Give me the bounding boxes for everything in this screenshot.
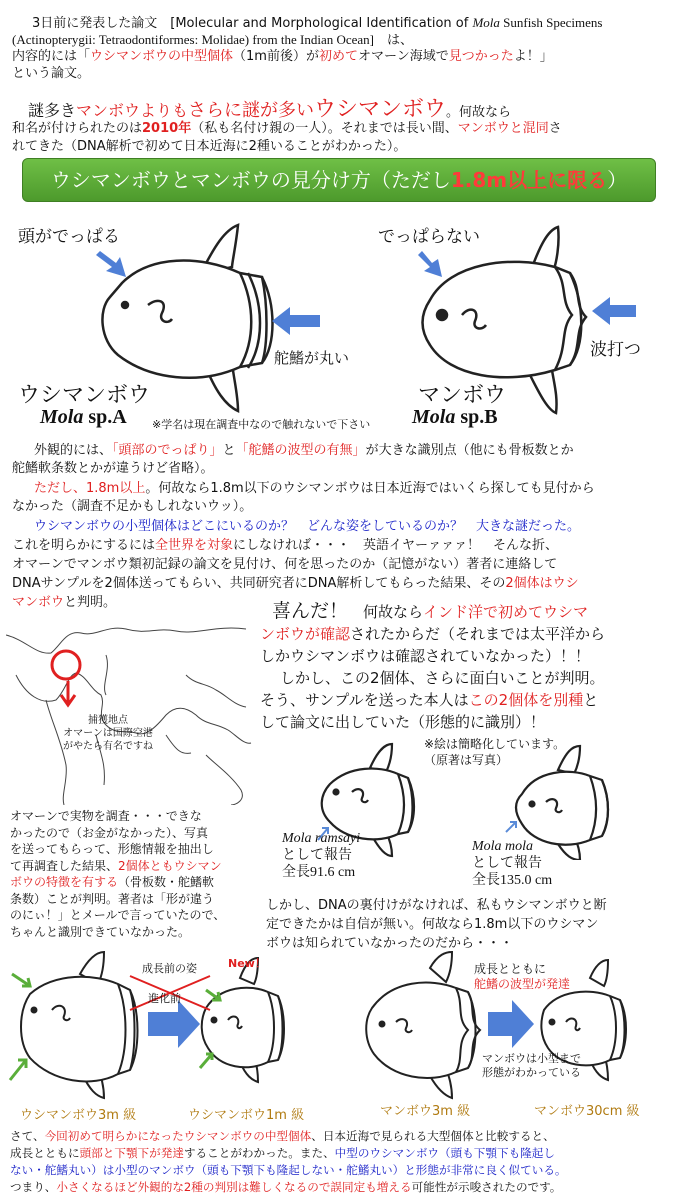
joy-line-6: して論文に出していた（形態的に識別）！ — [260, 713, 546, 731]
dna-line: 定できたかは自信が無い。何故なら1.8m以下のウシマン — [266, 917, 599, 932]
ushimanbo-scientific-name — [40, 406, 127, 429]
caption-manbo-3m: マンボウ3m 級 — [380, 1104, 471, 1119]
world-map — [6, 615, 256, 805]
known-note-line: マンボウは小型まで — [482, 1052, 581, 1065]
manbo-3m-fish — [366, 952, 480, 1098]
before-growth-label: 成長前の姿 — [142, 962, 197, 975]
survey-line: を送ってもらって、形態情報を抽出し — [10, 842, 214, 856]
joy-highlight: この2個体を別種 — [468, 691, 584, 709]
joy-text: そう、サンプルを送った本人は — [260, 691, 469, 709]
intro-line-3 — [12, 48, 553, 65]
conclusion-text: 、日本近海で見られる大型個体と比較すると、 — [311, 1129, 555, 1143]
joy-line-4: しかし、この2個体、さらに面白いことが判明。 — [280, 669, 605, 687]
capture-site-arrow — [61, 681, 75, 705]
intro-highlight: 初めて — [318, 49, 358, 64]
conclusion-line: ない・舵鰭丸い）は小型のマンボウ（頭も下顎下も隆起しない・舵鰭丸い）と形態が非常に良く似ている。 — [10, 1163, 567, 1177]
conclusion-text: 可能性が示唆されたのです。 — [411, 1180, 562, 1194]
caption-manbo-30cm: マンボウ30cm 級 — [534, 1104, 640, 1119]
ramsayi-label — [282, 830, 360, 881]
mola-name: Mola mola — [472, 839, 534, 854]
ramsayi-report: として報告 — [282, 847, 352, 863]
body-text: と — [222, 443, 236, 458]
growth-arrow-green — [12, 974, 30, 986]
survey-highlight: ボウの特徴を有する — [10, 875, 119, 889]
body1-line-6 — [12, 537, 558, 554]
scientific-name-note: ※学名は現在調査中なので触れないで下さい — [152, 418, 371, 431]
evolution-label: 進化前 — [148, 992, 181, 1005]
joy-line-5 — [260, 689, 605, 711]
survey-highlight: 2個体ともウシマン — [118, 858, 222, 873]
mystery-highlight: マンボウよりも — [76, 101, 189, 120]
body-highlight: 「舵鰭の波型の有無」 — [235, 443, 366, 458]
known-note-line: 形態がわかっている — [482, 1066, 581, 1079]
label-no-bulge: でっぱらない — [378, 227, 480, 247]
arrow-fin-left — [272, 307, 320, 335]
body-text: 外観的には、 — [34, 443, 113, 458]
body1-line-2: 舵鰭軟条数とかが違うけど省略）。 — [12, 461, 214, 476]
caption-ushimanbo-1m: ウシマンボウ1m 級 — [188, 1108, 305, 1123]
body-text: が大きな識別点（他にも骨板数とか — [365, 443, 574, 458]
joy-text: されたからだ（それまでは太平洋から — [350, 625, 606, 643]
growth-illustration — [0, 950, 675, 1110]
ramsayi-name: Mola ramsayi — [282, 831, 361, 846]
label-head-bulge: 頭がでっぱる — [18, 227, 120, 247]
mystery-highlight: ウシマンボウ — [314, 97, 447, 122]
conclusion-line — [10, 1145, 567, 1162]
mystery-highlight: さらに謎が多い — [188, 100, 315, 121]
joy-line-2 — [260, 623, 605, 645]
conclusion-text: つまり、 — [10, 1180, 57, 1194]
ushimanbo-1m-fish — [202, 958, 284, 1082]
intro-text: （1m前後）が — [233, 49, 319, 64]
map-caption-line: 捕獲地点 — [88, 715, 128, 726]
conclusion-highlight: 小さくなるほど外観的な2種の判別は難しくなるので誤同定も増える — [56, 1180, 412, 1194]
survey-line: 条数）ことが判明。著者は「形が違う — [10, 891, 215, 906]
manbo-scientific-name — [412, 406, 498, 429]
mystery-highlight: 2010年 — [142, 121, 192, 136]
growth-note — [474, 962, 570, 992]
ramsayi-length: 全長91.6 cm — [282, 865, 356, 880]
body-text: にしなければ・・・ 英語イヤーァァァ！ そんな折、 — [233, 538, 559, 553]
body-highlight: 「頭部のでっぱり」 — [112, 443, 223, 458]
label-fin-round: 舵鰭が丸い — [274, 349, 350, 367]
intro-line-1 — [12, 14, 602, 32]
species-label: sp.B — [455, 406, 498, 428]
body-highlight: マンボウ — [12, 595, 65, 610]
intro-highlight: ウシマンボウの中型個体 — [90, 49, 234, 64]
arrow-fin-right — [592, 297, 636, 325]
dna-paragraph — [266, 896, 607, 953]
conclusion-paragraph — [10, 1128, 567, 1196]
intro-line-2: (Actinopterygii: Tetraodontiformes: Molidae) from the Indian Ocean] は、 — [12, 32, 414, 47]
comparison-banner — [22, 158, 656, 202]
body1-line-9 — [12, 594, 116, 611]
species-label: sp.A — [83, 406, 127, 428]
joy-paragraph — [260, 600, 606, 733]
survey-line: かったので（お金がなかった）、写真 — [10, 825, 209, 840]
survey-line — [10, 858, 225, 875]
body1-line-3 — [12, 480, 595, 497]
banner-text: ウシマンボウとマンボウの見分け方（ただし — [50, 168, 451, 192]
genus-label: Mola — [40, 406, 84, 428]
mystery-line-3: れてきた（DNA解析で初めて日本近海に2種いることがわかった）。 — [12, 139, 407, 154]
specimen-arrow — [506, 822, 516, 832]
growth-note-line: 成長とともに — [474, 962, 547, 976]
banner-highlight: 1.8m以上に限る — [450, 168, 608, 192]
note-line: ※絵は簡略化しています。 — [424, 737, 566, 751]
mystery-text: （私も名付け親の一人）。それまでは長い間、 — [191, 121, 458, 136]
survey-text: て再調査した結果、 — [10, 858, 119, 873]
ushimanbo-name: ウシマンボウ — [18, 383, 151, 408]
body-text: DNAサンプルを2個体送ってもらい、共同研究者にDNA解析してもらった結果、その — [12, 576, 506, 591]
arrow-head-right — [418, 251, 442, 277]
body-highlight: ただし、1.8m以上 — [34, 481, 146, 496]
joy-exclaim: 喜んだ！ — [272, 600, 349, 622]
intro-text: 3日前に発表した論文 [Molecular and Morphological Identification of — [32, 16, 473, 31]
mola-label — [472, 838, 552, 889]
intro-highlight: 見つかった — [448, 49, 514, 64]
survey-text: （骨板数・舵鰭軟 — [118, 875, 215, 889]
mystery-text: 和名が付けられたのは — [12, 121, 143, 136]
conclusion-highlight: 頭部と下顎下が発達 — [79, 1146, 184, 1160]
caption-ushimanbo-3m: ウシマンボウ3m 級 — [20, 1108, 137, 1123]
body-text: 。何故なら1.8m以下のウシマンボウは日本近海ではいくら探しても見付から — [145, 481, 595, 496]
survey-line: ちゃんと識別できていなかった。 — [10, 924, 191, 939]
map-caption-line: オマーンは国際空港 — [63, 728, 153, 739]
body-text: これを明らかにするには — [12, 538, 156, 553]
growth-arrow-blue — [148, 1000, 200, 1048]
joy-text: と — [583, 691, 599, 709]
body1-line-1 — [12, 442, 574, 459]
intro-line-4: という論文。 — [12, 66, 91, 81]
intro-genus: Mola — [472, 15, 500, 30]
note-line: （原著は写真） — [424, 753, 509, 767]
survey-line — [10, 874, 225, 891]
capture-site-circle — [52, 651, 80, 679]
growth-arrow-blue — [488, 1000, 534, 1048]
conclusion-line — [10, 1179, 567, 1196]
dna-line: ボウは知られていなかったのだから・・・ — [266, 936, 514, 951]
conclusion-text: 成長とともに — [10, 1146, 80, 1160]
survey-paragraph — [10, 808, 225, 940]
mola-report: として報告 — [472, 855, 542, 871]
survey-line: オマーンで実物を調査・・・できな — [10, 809, 202, 823]
conclusion-text: することがわかった。また、 — [183, 1146, 335, 1160]
growth-arrow-green — [10, 1060, 26, 1080]
intro-text: 内容的には「 — [12, 49, 91, 64]
growth-note-highlight: 舵鰭の波型が発達 — [474, 977, 571, 991]
joy-highlight: ンボウが確認 — [260, 625, 351, 643]
body1-line-5: ウシマンボウの小型個体はどこにいるのか？ どんな姿をしているのか？ 大きな謎だった。 — [34, 519, 581, 534]
label-fin-wave: 波打つ — [590, 340, 641, 360]
ushimanbo-3m-fish — [21, 952, 138, 1098]
survey-line: のにぃ！」とメールで言っていたので、 — [10, 908, 226, 922]
map-caption-line: がやたら有名ですね — [63, 741, 153, 752]
mystery-text: さ — [548, 121, 562, 136]
manbo-name: マンボウ — [418, 383, 507, 408]
conclusion-blue: 中型のウシマンボウ（頭も下顎下も隆起し — [334, 1146, 555, 1160]
mystery-line-2 — [12, 120, 562, 137]
joy-line-1 — [272, 600, 605, 623]
joy-line-3: しかウシマンボウは確認されていなかった）！！ — [260, 647, 591, 665]
mola-length: 全長135.0 cm — [472, 873, 553, 888]
joy-highlight: インド洋で初めてウシマ — [423, 603, 589, 621]
body-text: と判明。 — [64, 595, 117, 610]
mystery-text: 謎多き — [28, 101, 77, 120]
conclusion-line — [10, 1128, 567, 1145]
mystery-text: 。何故なら — [446, 105, 512, 120]
body1-line-8 — [12, 575, 579, 592]
body-highlight: 2個体はウシ — [505, 576, 579, 591]
map-caption — [48, 714, 168, 753]
new-badge: New！ — [228, 957, 266, 970]
banner-text: ） — [607, 168, 628, 192]
mystery-headline — [28, 92, 511, 123]
known-note — [482, 1052, 581, 1080]
intro-text: よ！」 — [513, 49, 553, 64]
body-highlight: 全世界を対象 — [155, 538, 234, 553]
genus-label: Mola — [412, 406, 456, 428]
arrow-head-left — [96, 251, 126, 277]
growth-arrow-green — [206, 990, 220, 1000]
intro-text: オマーン海域で — [357, 49, 449, 64]
intro-text: Sunfish Specimens — [499, 15, 603, 30]
body1-line-7: オマーンでマンボウ類初記録の論文を見付け、何を思ったのか（記憶がない）著者に連絡して — [12, 557, 558, 572]
conclusion-highlight: 今回初めて明らかになったウシマンボウの中型個体 — [44, 1129, 312, 1143]
dna-line: しかし、DNAの裏付けがなければ、私もウシマンボウと断 — [266, 898, 607, 913]
conclusion-text: さて、 — [10, 1129, 45, 1143]
body1-line-4: なかった（調査不足かもしれないウッ）。 — [12, 499, 253, 514]
growth-arrow-green — [200, 1054, 212, 1068]
mystery-highlight: マンボウと混同 — [457, 121, 549, 136]
joy-text: 何故なら — [348, 603, 424, 621]
